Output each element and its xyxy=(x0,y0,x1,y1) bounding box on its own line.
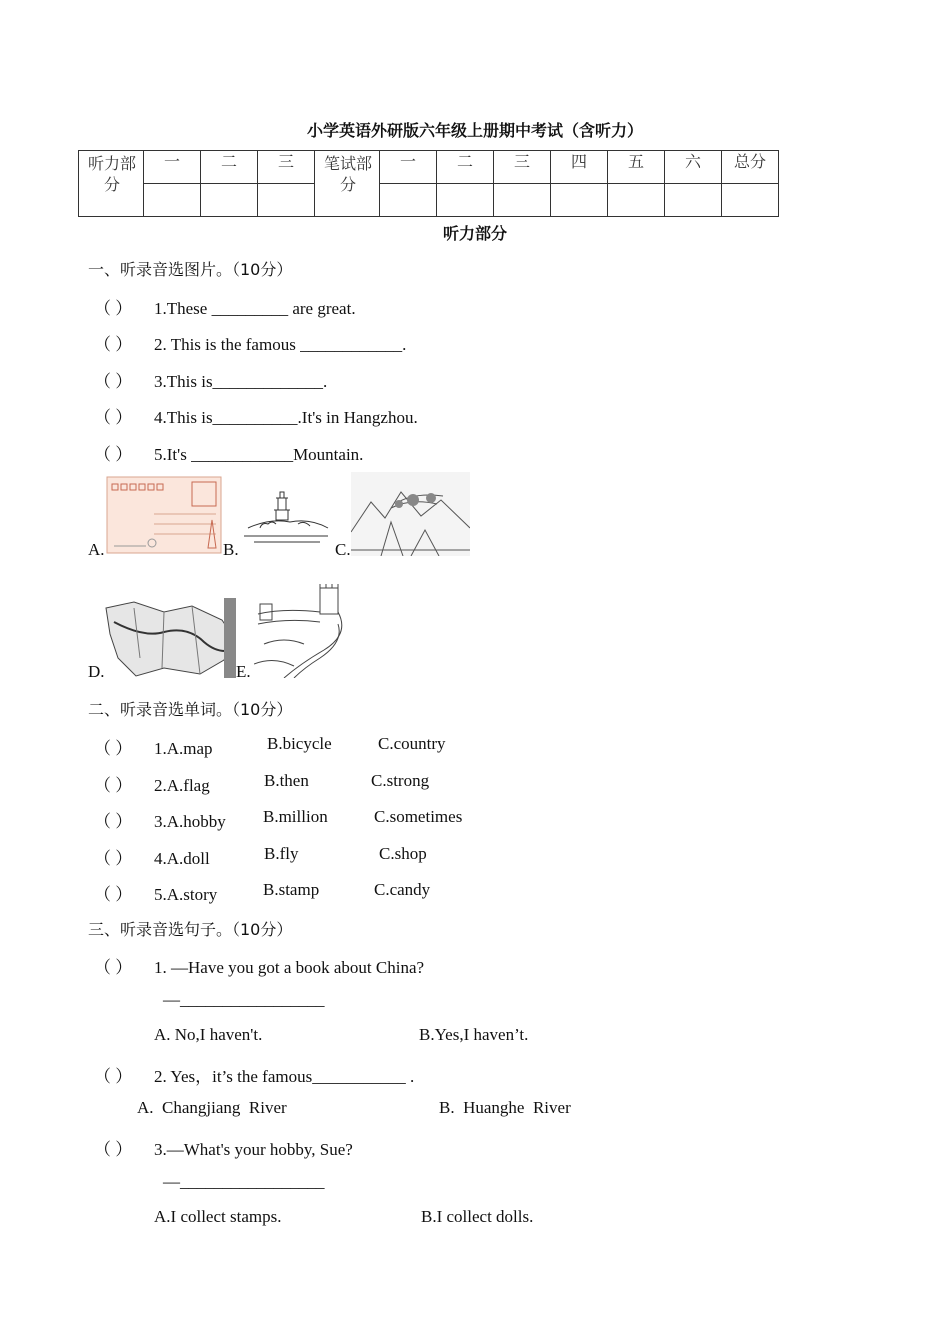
question-text: 2. This is the famous ____________. xyxy=(154,335,407,354)
answer-paren[interactable]: （ ） xyxy=(94,1140,133,1159)
score-cell[interactable] xyxy=(380,184,437,217)
listening-label: 听力部分 xyxy=(79,151,144,217)
picture-label-d: D. xyxy=(88,662,105,681)
col-header: 五 xyxy=(608,151,665,184)
col-header: 三 xyxy=(258,151,315,184)
option-c: C.shop xyxy=(379,844,427,863)
col-header: 六 xyxy=(665,151,722,184)
question-row xyxy=(94,807,514,832)
option-a: 4.A.doll xyxy=(154,849,210,868)
answer-paren[interactable]: （ ） xyxy=(94,408,133,427)
score-cell[interactable] xyxy=(722,184,779,217)
option-b: B.bicycle xyxy=(267,734,332,753)
option-a: 1.A.map xyxy=(154,739,213,758)
picture-label-a: A. xyxy=(88,540,105,559)
question-text: 3.This is_____________. xyxy=(154,372,328,391)
listening-heading: 听力部分 xyxy=(442,224,507,243)
answer-paren[interactable]: （ ） xyxy=(94,849,133,868)
option-b: B.stamp xyxy=(263,880,320,899)
score-cell[interactable] xyxy=(608,184,665,217)
score-cell[interactable] xyxy=(494,184,551,217)
col-header: 总分 xyxy=(722,151,779,184)
question-row xyxy=(94,953,424,978)
question-text: 1. —Have you got a book about China? xyxy=(154,958,425,977)
written-label: 笔试部分 xyxy=(315,151,380,217)
question-row xyxy=(94,844,514,869)
question-text: 4.This is__________.It's in Hangzhou. xyxy=(154,408,418,427)
answer-paren[interactable]: （ ） xyxy=(94,445,133,464)
answer-paren[interactable]: （ ） xyxy=(94,812,133,831)
question-text: 3.—What's your hobby, Sue? xyxy=(154,1140,353,1159)
picture-label-c: C. xyxy=(335,540,351,559)
question-row xyxy=(94,880,514,905)
question-row xyxy=(94,440,363,465)
mountain-pine-icon xyxy=(351,472,470,556)
section3-heading: 三、听录音选句子。（10分） xyxy=(88,920,293,939)
question-row xyxy=(94,294,356,319)
col-header: 二 xyxy=(437,151,494,184)
option-c: C.country xyxy=(378,734,446,753)
score-cell[interactable] xyxy=(258,184,315,217)
pagoda-lake-icon xyxy=(240,488,332,556)
score-cell[interactable] xyxy=(437,184,494,217)
section2-heading: 二、听录音选单词。（10分） xyxy=(88,700,293,719)
option-a: A.I collect stamps. xyxy=(154,1207,282,1226)
picture-label-e: E. xyxy=(236,662,251,681)
col-header: 一 xyxy=(380,151,437,184)
col-header: 一 xyxy=(144,151,201,184)
col-header: 二 xyxy=(201,151,258,184)
option-a: 5.A.story xyxy=(154,885,218,904)
option-a: A. Changjiang River xyxy=(137,1098,287,1117)
answer-paren[interactable]: （ ） xyxy=(94,299,133,318)
option-b: B.I collect dolls. xyxy=(421,1207,534,1226)
answer-paren[interactable]: （ ） xyxy=(94,885,133,904)
question-row xyxy=(94,1062,414,1087)
river-map-icon xyxy=(104,598,236,678)
section1-heading: 一、听录音选图片。（10分） xyxy=(88,260,293,279)
option-c: C.candy xyxy=(374,880,431,899)
question-row xyxy=(94,367,327,392)
question-row xyxy=(94,734,514,759)
answer-paren[interactable]: （ ） xyxy=(94,372,133,391)
option-a: 3.A.hobby xyxy=(154,812,226,831)
score-cell[interactable] xyxy=(551,184,608,217)
score-cell[interactable] xyxy=(144,184,201,217)
answer-line: —_________________ xyxy=(163,1172,325,1191)
answer-paren[interactable]: （ ） xyxy=(94,1067,133,1086)
exam-title: 小学英语外研版六年级上册期中考试（含听力） xyxy=(306,121,643,140)
option-b: B.fly xyxy=(264,844,299,863)
answer-paren[interactable]: （ ） xyxy=(94,958,133,977)
answer-paren[interactable]: （ ） xyxy=(94,335,133,354)
score-cell[interactable] xyxy=(201,184,258,217)
question-row xyxy=(94,330,406,355)
option-b: B.Yes,I haven’t. xyxy=(419,1025,529,1044)
question-row xyxy=(94,403,418,428)
picture-label-b: B. xyxy=(223,540,239,559)
question-row xyxy=(94,771,514,796)
question-text: 5.It's ____________Mountain. xyxy=(154,445,364,464)
question-text: 1.These _________ are great. xyxy=(154,299,356,318)
question-text: 2. Yes，it’s the famous___________ . xyxy=(154,1067,415,1086)
great-wall-icon xyxy=(254,584,356,678)
score-cell[interactable] xyxy=(665,184,722,217)
answer-paren[interactable]: （ ） xyxy=(94,776,133,795)
question-row xyxy=(94,1135,353,1160)
postcard-icon xyxy=(106,476,222,554)
option-a: 2.A.flag xyxy=(154,776,210,795)
option-c: C.sometimes xyxy=(374,807,463,826)
option-a: A. No,I haven't. xyxy=(154,1025,263,1044)
option-b: B.million xyxy=(263,807,328,826)
score-table xyxy=(78,150,779,217)
answer-paren[interactable]: （ ） xyxy=(94,739,133,758)
col-header: 三 xyxy=(494,151,551,184)
option-c: C.strong xyxy=(371,771,430,790)
option-b: B. Huanghe River xyxy=(439,1098,571,1117)
answer-line: —_________________ xyxy=(163,990,325,1009)
option-b: B.then xyxy=(264,771,309,790)
col-header: 四 xyxy=(551,151,608,184)
